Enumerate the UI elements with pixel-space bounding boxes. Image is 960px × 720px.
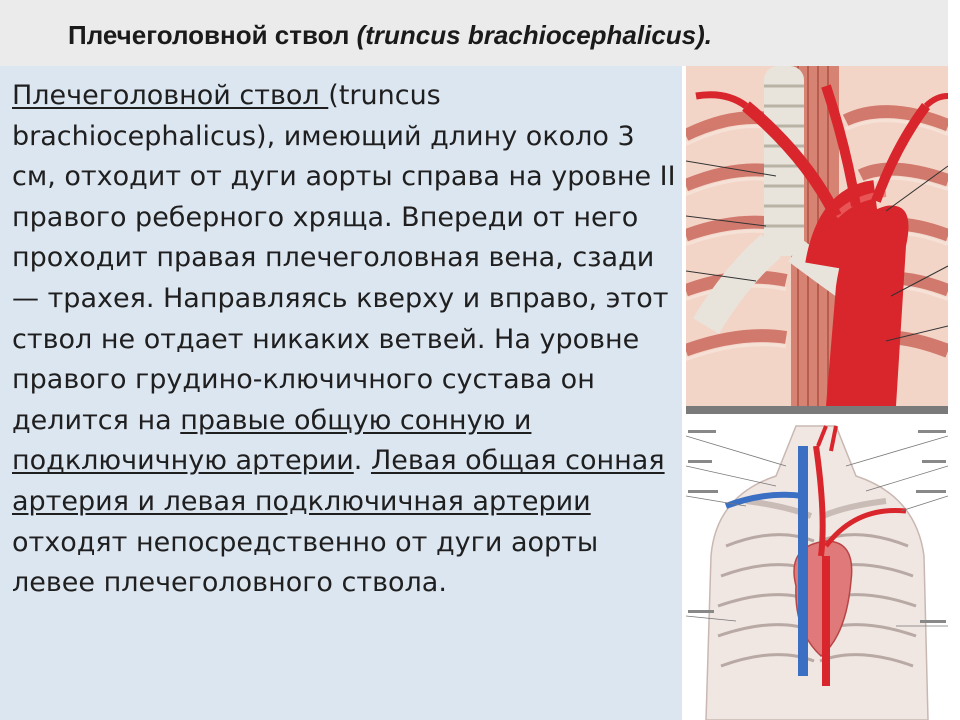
description-text: имеющий длину около 3 см, отходит от дуги аорты справа на уровне II правого реберного хряща. Впереди от него проходит правая плечеголовная вена, сзади — трахея. Направляясь кверху и вправо, этот ствол не отдает никаких ветвей. На уровне правого грудино-ключичного сустава он делится на	[12, 120, 676, 436]
slide-title	[68, 20, 712, 51]
latin-term: (truncus brachiocephalicus),	[12, 80, 441, 152]
term-brachiocephalic-trunk: Плечеголовной ствол	[12, 80, 329, 111]
term-right-branches: правые общую сонную и подключичную артерии	[12, 404, 532, 477]
aortic-arch-illustration	[686, 66, 948, 406]
thorax-drawing	[686, 406, 948, 720]
title-latin: (truncus brachiocephalicus).	[356, 20, 713, 50]
term-left-arteries: Левая общая сонная артерия и левая подключичная артерии	[12, 445, 665, 517]
thorax-illustration	[686, 406, 948, 720]
body-text	[12, 76, 680, 604]
title-main: Плечеголовной ствол	[68, 20, 350, 50]
sentence-end: .	[353, 445, 371, 477]
closing-text: отходят непосредственно от дуги аорты левее плечеголовного ствола.	[12, 526, 599, 599]
aortic-arch-drawing	[686, 66, 948, 406]
